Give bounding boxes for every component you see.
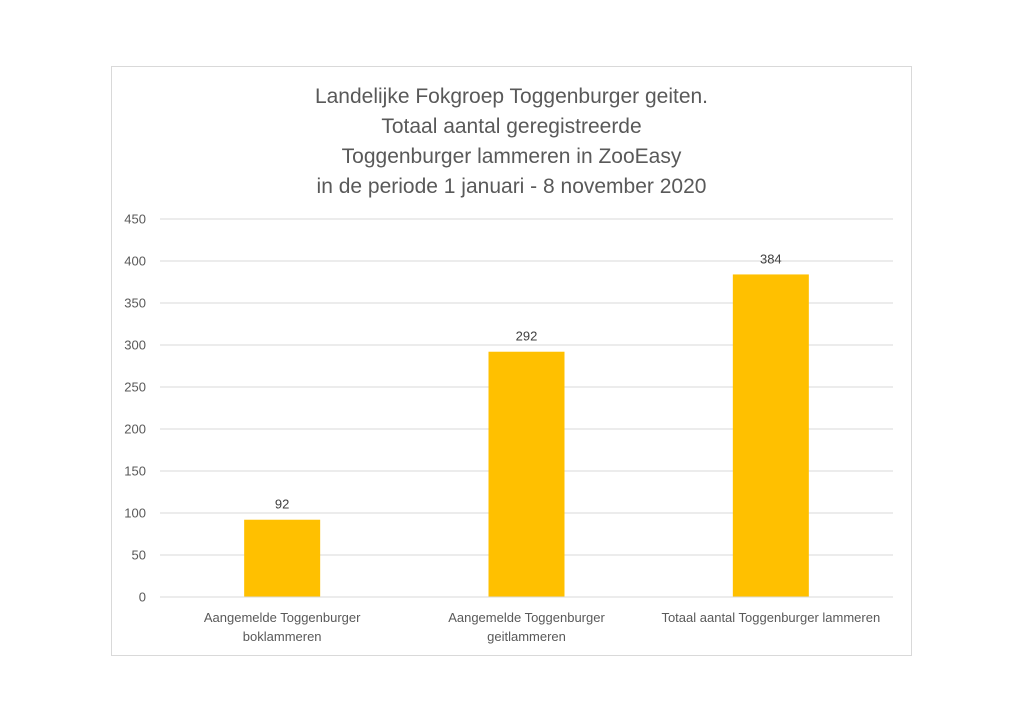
y-tick-label-250: 250 [124,379,146,395]
chart-title-line-4: in de periode 1 januari - 8 november 2020 [316,175,707,198]
x-tick-label-2-line-1: Aangemelde Toggenburger [448,610,605,625]
chart-title-line-2: Totaal aantal geregistreerde [381,115,642,138]
chart-title-line-3: Toggenburger lammeren in ZooEasy [341,145,682,168]
x-tick-label-1-line-2: boklammeren [242,629,322,644]
y-tick-label-100: 100 [124,505,146,521]
chart-title-line-1: Landelijke Fokgroep Toggenburger geiten. [314,85,709,108]
y-tick-label-400: 400 [124,253,146,269]
x-tick-label-1-line-1: Aangemelde Toggenburger [203,610,361,625]
data-label-2: 292 [515,328,538,344]
data-label-3: 384 [759,251,782,267]
bar-2 [489,352,565,597]
bar-3 [733,274,809,597]
bar-1 [244,520,320,597]
y-tick-label-350: 350 [124,295,146,311]
data-label-1: 92 [274,496,290,512]
x-tick-label-3-line-1: Totaal aantal Toggenburger lammeren [661,610,881,625]
x-tick-label-2-line-2: geitlammeren [487,629,566,644]
y-tick-label-300: 300 [124,337,146,353]
y-tick-label-0: 0 [138,589,146,605]
y-tick-label-200: 200 [124,421,146,437]
y-tick-label-450: 450 [124,211,146,227]
y-tick-label-50: 50 [131,547,146,563]
y-tick-label-150: 150 [124,463,146,479]
